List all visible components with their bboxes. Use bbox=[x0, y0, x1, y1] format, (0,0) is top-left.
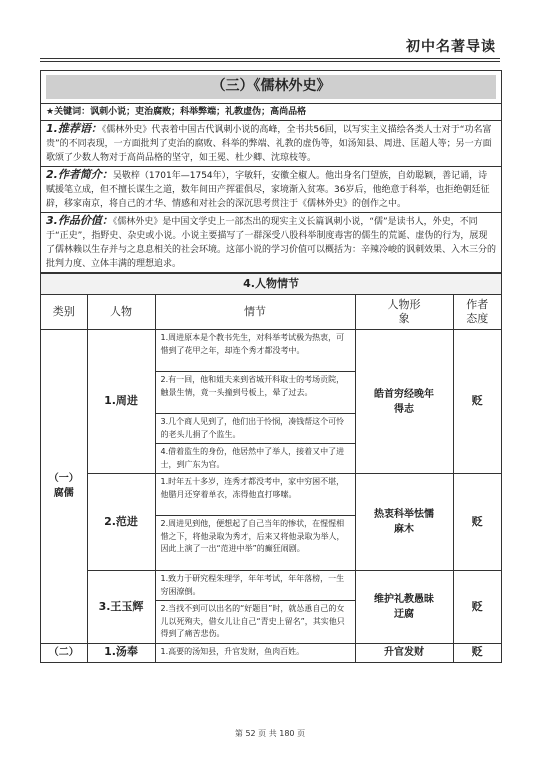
recommend-row bbox=[41, 121, 501, 167]
author-attitude: 贬 bbox=[453, 643, 501, 662]
category-cell bbox=[41, 330, 87, 644]
table-row bbox=[41, 643, 501, 662]
author-label: 2.作者简介： bbox=[46, 168, 113, 181]
page-footer: 第 52 页 共 180 页 bbox=[234, 729, 306, 738]
category-cell: （二） bbox=[41, 643, 87, 662]
column-header-plot: 情节 bbox=[155, 295, 355, 330]
category-label: （一）腐儒 bbox=[48, 473, 79, 500]
author-text: 吴敬梓（1701年—1754年），字敏轩，安徽全椒人。他出身名门望族，自幼聪颖，善记诵，诗赋援笔立成，但不擅长谋生之道，数年间田产挥霍俱尽，家境渐入贫寒。36岁后，他绝意于科举，也拒绝朝廷征辟，移家南京，将自己的才华、情感和对社会的深沉思考贯注于《儒林外史》的创作之中。 bbox=[46, 171, 490, 209]
character-image-text: 皓首穷经晚年得志 bbox=[374, 388, 434, 415]
header-title: 初中名著导读 bbox=[406, 39, 496, 55]
character-image: 升官发财 bbox=[355, 643, 453, 662]
table-header-row bbox=[41, 295, 501, 330]
character-image bbox=[355, 571, 453, 644]
author-row bbox=[41, 167, 501, 213]
column-header-person: 人物 bbox=[87, 295, 155, 330]
character-image bbox=[355, 330, 453, 474]
header-rule-thin bbox=[40, 61, 500, 62]
plot-cell: 3.几个商人见到了，他们出于怜悯，凑钱帮这个可怜的老头儿捐了个监生。 bbox=[155, 414, 355, 444]
person-name: 2.范进 bbox=[87, 474, 155, 571]
plot-cell: 4.借着监生的身份，他居然中了举人，接着又中了进士，到广东为官。 bbox=[155, 444, 355, 474]
keywords-label: ★关键词： bbox=[46, 107, 91, 117]
image-header-text: 人物形象 bbox=[387, 298, 421, 325]
guide-document bbox=[40, 70, 502, 663]
character-image-text: 热衷科举怯懦麻木 bbox=[374, 509, 434, 535]
characters-table bbox=[41, 273, 501, 662]
plot-cell: 1.致力于研究程朱理学，年年考试，年年落榜，一生穷困潦倒。 bbox=[155, 571, 355, 601]
character-image-text: 维护礼教愚昧迂腐 bbox=[374, 593, 434, 620]
attitude-header-text: 作者态度 bbox=[466, 298, 489, 325]
plot-cell: 2.当找不到可以出名的“好题目”时，就怂恿自己的女儿以死殉夫，借女儿让自己“青史上留名”，其实他只得到了痛苦悲伤。 bbox=[155, 601, 355, 644]
table-row bbox=[41, 474, 501, 516]
banner-section bbox=[41, 71, 501, 104]
author-attitude: 贬 bbox=[453, 330, 501, 474]
keywords-row bbox=[41, 104, 501, 121]
person-name: 3.王玉辉 bbox=[87, 571, 155, 644]
book-title: （三）《儒林外史》 bbox=[46, 75, 496, 99]
recommend-label: 1.推荐语： bbox=[46, 122, 102, 135]
person-name: 1.汤奉 bbox=[87, 643, 155, 662]
plot-cell: 2.有一回，他和姐夫来到省城开科取士的考场贡院，触景生情，竟一头撞到号板上，晕了过去。 bbox=[155, 372, 355, 414]
plot-cell: 2.周进见到他，便想起了自己当年的惨状，在惺惺相惜之下，将他录取为秀才，后来又将他录取为举人，因此上演了一出“范进中举”的癫狂闹剧。 bbox=[155, 516, 355, 571]
column-header-image bbox=[355, 295, 453, 330]
character-image bbox=[355, 474, 453, 571]
author-attitude: 贬 bbox=[453, 571, 501, 644]
column-header-attitude bbox=[453, 295, 501, 330]
recommend-text: 《儒林外史》代表着中国古代讽刺小说的高峰，全书共56回，以写实主义描绘各类人士对于“功名富贵”的不同表现，一方面批判了吏治的腐败、科举的弊端、礼教的虚伪等，如汤知县、周进、匡超人等；另一方面歌颂了少数人物对于高尚品格的坚守，如王冕、杜少卿、沈琼枝等。 bbox=[46, 125, 492, 163]
column-header-category: 类别 bbox=[41, 295, 87, 330]
table-row bbox=[41, 330, 501, 372]
characters-section-title: 4.人物情节 bbox=[41, 274, 501, 295]
keywords-text: 讽刺小说；吏治腐败；科举弊端；礼教虚伪；高尚品格 bbox=[90, 107, 307, 117]
plot-cell: 1.周进原本是个教书先生，对科举考试极为热衷，可惜到了花甲之年，却连个秀才都没考中。 bbox=[155, 330, 355, 372]
header-rule bbox=[40, 58, 500, 59]
table-row bbox=[41, 571, 501, 601]
person-name: 1.周进 bbox=[87, 330, 155, 474]
value-text: 《儒林外史》是中国文学史上一部杰出的现实主义长篇讽刺小说，“儒”是读书人，外史，不同于“正史”，指野史、杂史或小说。小说主要描写了一群深受八股科举制度毒害的儒生的荒诞、虚伪的行为，展现了儒林赖以生存并与之息息相关的社会环境。这部小说的学习价值可以概括为：辛辣冷峻的讽刺效果、入木三分的批判力度、立体丰满的理想追求。 bbox=[46, 217, 497, 269]
plot-cell: 1.时年五十多岁，连秀才都没考中，家中穷困不堪，他腊月还穿着单衣，冻得他直打哆嗦。 bbox=[155, 474, 355, 516]
value-row bbox=[41, 213, 501, 273]
value-label: 3.作品价值： bbox=[46, 214, 113, 227]
author-attitude: 贬 bbox=[453, 474, 501, 571]
plot-cell: 1.高要的汤知县，升官发财，鱼肉百姓。 bbox=[155, 643, 355, 662]
